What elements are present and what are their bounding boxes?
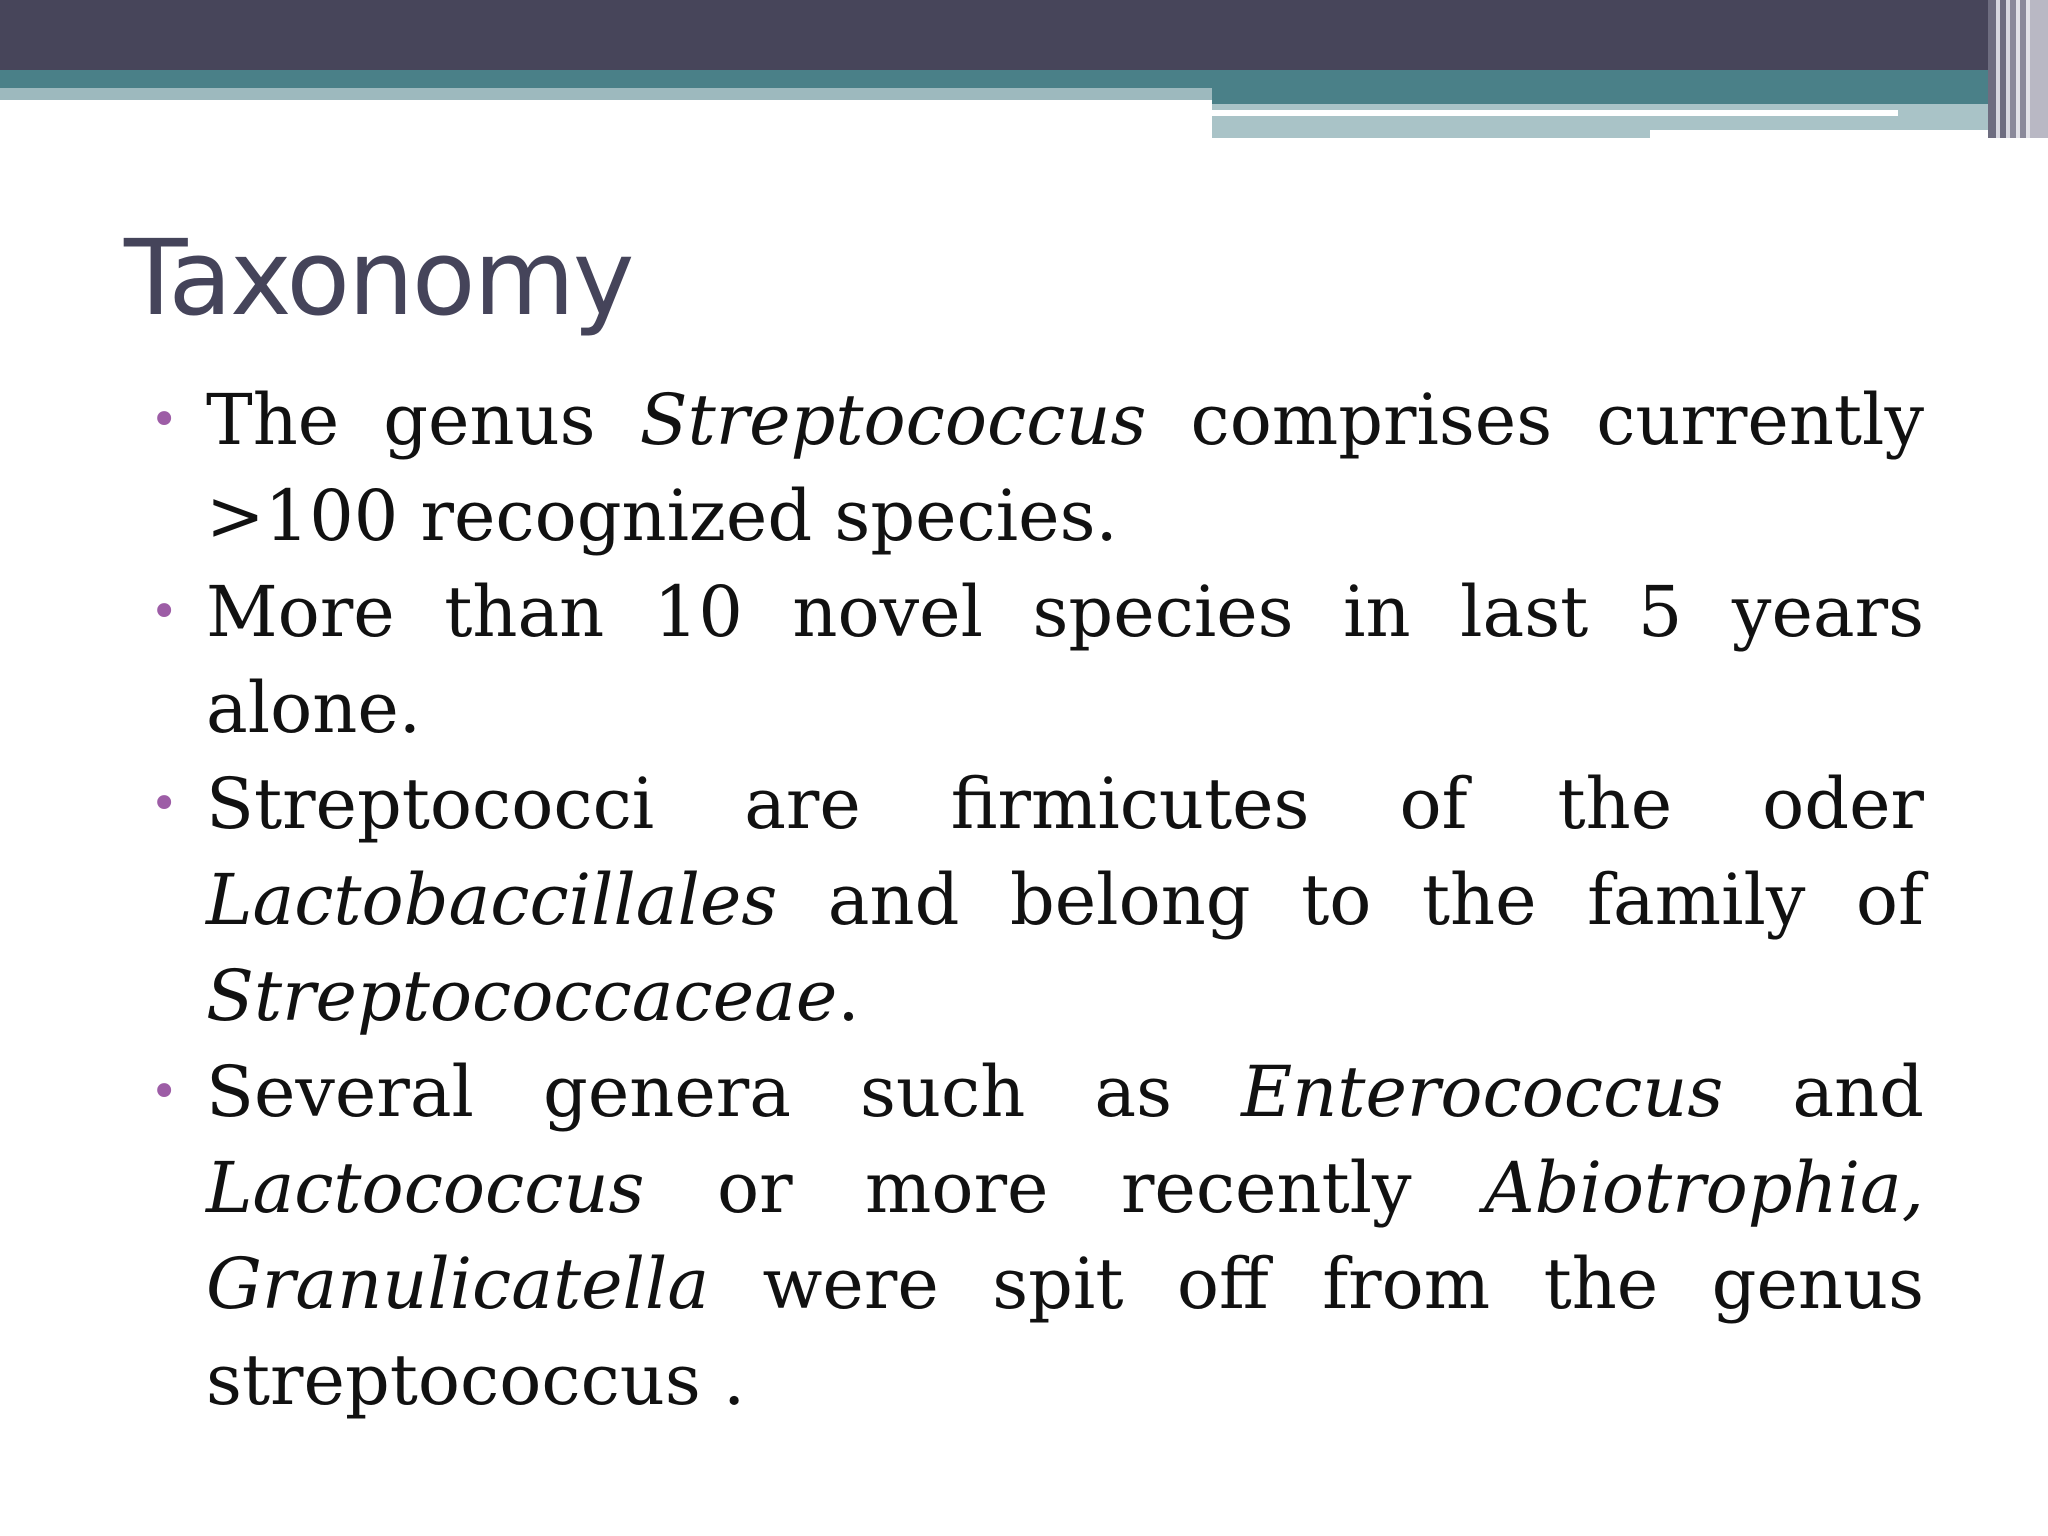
header-band-dark	[0, 0, 2048, 70]
header-band-line	[1212, 110, 1898, 116]
header-stripes	[1988, 0, 2048, 138]
bullet-text-run: .	[837, 955, 860, 1037]
slide-title: Taxonomy	[124, 217, 633, 339]
bullet-text-run: The genus	[206, 379, 640, 461]
bullet-text	[206, 571, 1924, 749]
header-band-teal-light	[0, 88, 1212, 100]
bullet-text-italic: Streptococcaceae	[206, 955, 838, 1037]
bullet-text-run: were spit off from the genus streptococcus .	[206, 1243, 1924, 1421]
bullet-text-italic: Abiotrophia, Granulicatella	[206, 1147, 1924, 1325]
bullet-text-run: or more recently	[644, 1147, 1485, 1229]
bullet-dot-icon: •	[150, 1064, 179, 1120]
bullet-item	[146, 756, 1924, 1044]
bullet-text-run: and belong to the family of	[777, 859, 1924, 941]
bullet-text-run: and	[1723, 1051, 1924, 1133]
bullet-text-italic: Streptococcus	[639, 379, 1147, 461]
bullet-item	[146, 1044, 1924, 1428]
bullet-text-run: Several genera such as	[206, 1051, 1242, 1133]
bullet-dot-icon: •	[150, 392, 179, 448]
bullet-text-run: More than 10 novel species in last 5 years alone.	[206, 571, 1924, 749]
bullet-dot-icon: •	[150, 776, 179, 832]
header-band-right-block	[1212, 88, 2048, 104]
bullet-text-run: comprises currently >100 recognized species.	[206, 379, 1924, 557]
bullet-text-italic: Lactobaccillales	[206, 859, 778, 941]
bullet-dot-icon: •	[150, 584, 179, 640]
bullet-text	[206, 763, 1924, 1037]
bullet-text-italic: Enterococcus	[1241, 1051, 1724, 1133]
bullet-list	[146, 372, 1924, 1428]
header-band-teal	[0, 70, 2048, 88]
bullet-text	[206, 1051, 1924, 1421]
bullet-item	[146, 372, 1924, 564]
bullet-text-run: Streptococci are firmicutes of the oder	[206, 763, 1924, 845]
bullet-text-italic: Lactococcus	[206, 1147, 645, 1229]
bullet-text	[206, 379, 1924, 557]
bullet-item	[146, 564, 1924, 756]
